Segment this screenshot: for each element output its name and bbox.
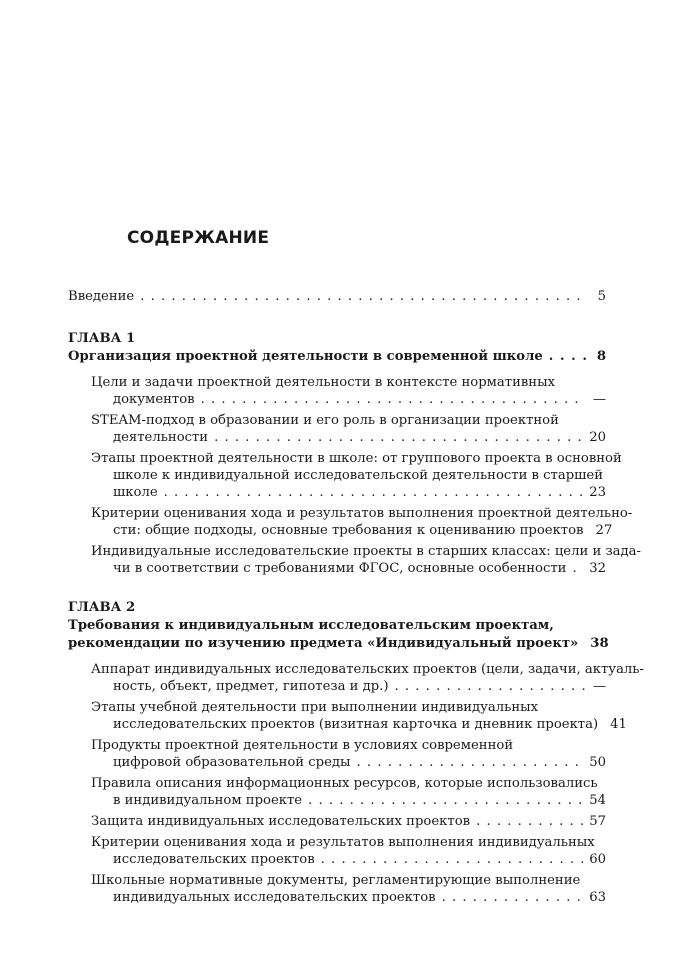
page-number: — bbox=[592, 679, 606, 694]
entry-line: Критерии оценивания хода и результатов выполнения индивидуальных bbox=[91, 835, 595, 850]
entry-line: Критерии оценивания хода и результатов выполнения проектной деятельно- bbox=[91, 506, 633, 521]
chapter-1-title[interactable] bbox=[68, 347, 606, 366]
entry-line: цифровой образовательной среды bbox=[113, 755, 351, 770]
dot-leader bbox=[357, 753, 584, 772]
entry-line: исследовательских проектов bbox=[113, 852, 315, 867]
chapter-title-text: рекомендации по изучению предмета «Индивидуальный проект» bbox=[68, 636, 579, 651]
chapter-2-title[interactable] bbox=[68, 634, 609, 653]
entry-last-line bbox=[91, 791, 606, 810]
entry-line: Цели и задачи проектной деятельности в контексте нормативных bbox=[91, 375, 556, 390]
entry-last-line bbox=[91, 428, 606, 447]
page-number: 20 bbox=[589, 430, 606, 445]
page-number: 38 bbox=[590, 636, 609, 651]
dot-leader bbox=[442, 888, 584, 907]
dot-leader bbox=[395, 677, 586, 696]
entry-last-line bbox=[91, 390, 606, 409]
entry-line: сти: общие подходы, основные требования к оцениванию проектов bbox=[113, 523, 584, 538]
page-number: 23 bbox=[589, 485, 606, 500]
entry-line: в индивидуальном проекте bbox=[113, 793, 303, 808]
page-number: 57 bbox=[589, 814, 606, 829]
dot-leader bbox=[476, 812, 583, 831]
page-number: 60 bbox=[589, 852, 606, 867]
entry-last-line bbox=[91, 888, 606, 907]
entry-line: Защита индивидуальных исследовательских проектов bbox=[91, 814, 471, 829]
entry-last-line bbox=[91, 521, 613, 540]
chapter-1-heading: ГЛАВА 1 bbox=[68, 331, 136, 346]
dot-leader bbox=[140, 287, 586, 306]
toc-entry-intro[interactable] bbox=[68, 287, 606, 306]
entry-line: ность, объект, предмет, гипотеза и др.) bbox=[113, 679, 389, 694]
page-number: 27 bbox=[595, 523, 613, 538]
entry-line: Этапы учебной деятельности при выполнении индивидуальных bbox=[91, 700, 539, 715]
entry-line: Продукты проектной деятельности в условиях современной bbox=[91, 738, 514, 753]
page-number: 5 bbox=[597, 289, 606, 304]
entry-last-line bbox=[91, 850, 606, 869]
entry-last-line bbox=[91, 715, 627, 734]
page-number: — bbox=[592, 392, 606, 407]
dot-leader bbox=[549, 347, 586, 366]
page-title: СОДЕРЖАНИЕ bbox=[127, 228, 270, 248]
chapter-2-heading: ГЛАВА 2 bbox=[68, 600, 136, 615]
chapter-title-text: Организация проектной деятельности в современной школе bbox=[68, 349, 543, 364]
entry-line: документов bbox=[113, 392, 195, 407]
dot-leader bbox=[214, 428, 583, 447]
entry-line: исследовательских проектов (визитная карточка и дневник проекта) bbox=[113, 717, 599, 732]
entry-line: индивидуальных исследовательских проектов bbox=[113, 890, 436, 905]
entry-last-line bbox=[91, 677, 606, 696]
page-number: 8 bbox=[596, 349, 606, 364]
entry-line: деятельности bbox=[113, 430, 209, 445]
entry-last-line bbox=[91, 753, 606, 772]
dot-leader bbox=[308, 791, 583, 810]
entry-label: Введение bbox=[68, 289, 135, 304]
entry-line: Этапы проектной деятельности в школе: от группового проекта в основной bbox=[91, 451, 622, 466]
dot-leader bbox=[321, 850, 584, 869]
entry-line: Правила описания информационных ресурсов, которые использовались bbox=[91, 776, 598, 791]
page-number: 32 bbox=[589, 561, 606, 576]
entry-line: Индивидуальные исследовательские проекты в старших классах: цели и зада- bbox=[91, 544, 641, 559]
page-number: 54 bbox=[589, 793, 606, 808]
chapter-2-title-line: Требования к индивидуальным исследовательским проектам, bbox=[68, 618, 554, 633]
entry-last-line bbox=[91, 559, 606, 578]
toc-entry[interactable] bbox=[91, 812, 606, 831]
entry-last-line bbox=[91, 483, 606, 502]
dot-leader bbox=[201, 390, 586, 409]
page-number: 50 bbox=[589, 755, 606, 770]
dot-leader bbox=[572, 559, 583, 578]
entry-line: школе к индивидуальной исследовательской деятельности в старшей bbox=[113, 468, 604, 483]
dot-leader bbox=[164, 483, 584, 502]
page-number: 63 bbox=[589, 890, 606, 905]
entry-line: чи в соответствии с требованиями ФГОС, основные особенности bbox=[113, 561, 567, 576]
entry-line: Аппарат индивидуальных исследовательских проектов (цели, задачи, актуаль- bbox=[91, 662, 644, 677]
entry-line: Школьные нормативные документы, регламентирующие выполнение bbox=[91, 873, 581, 888]
entry-line: STEAM-подход в образовании и его роль в организации проектной bbox=[91, 413, 559, 428]
entry-line: школе bbox=[113, 485, 158, 500]
page-number: 41 bbox=[610, 717, 627, 732]
